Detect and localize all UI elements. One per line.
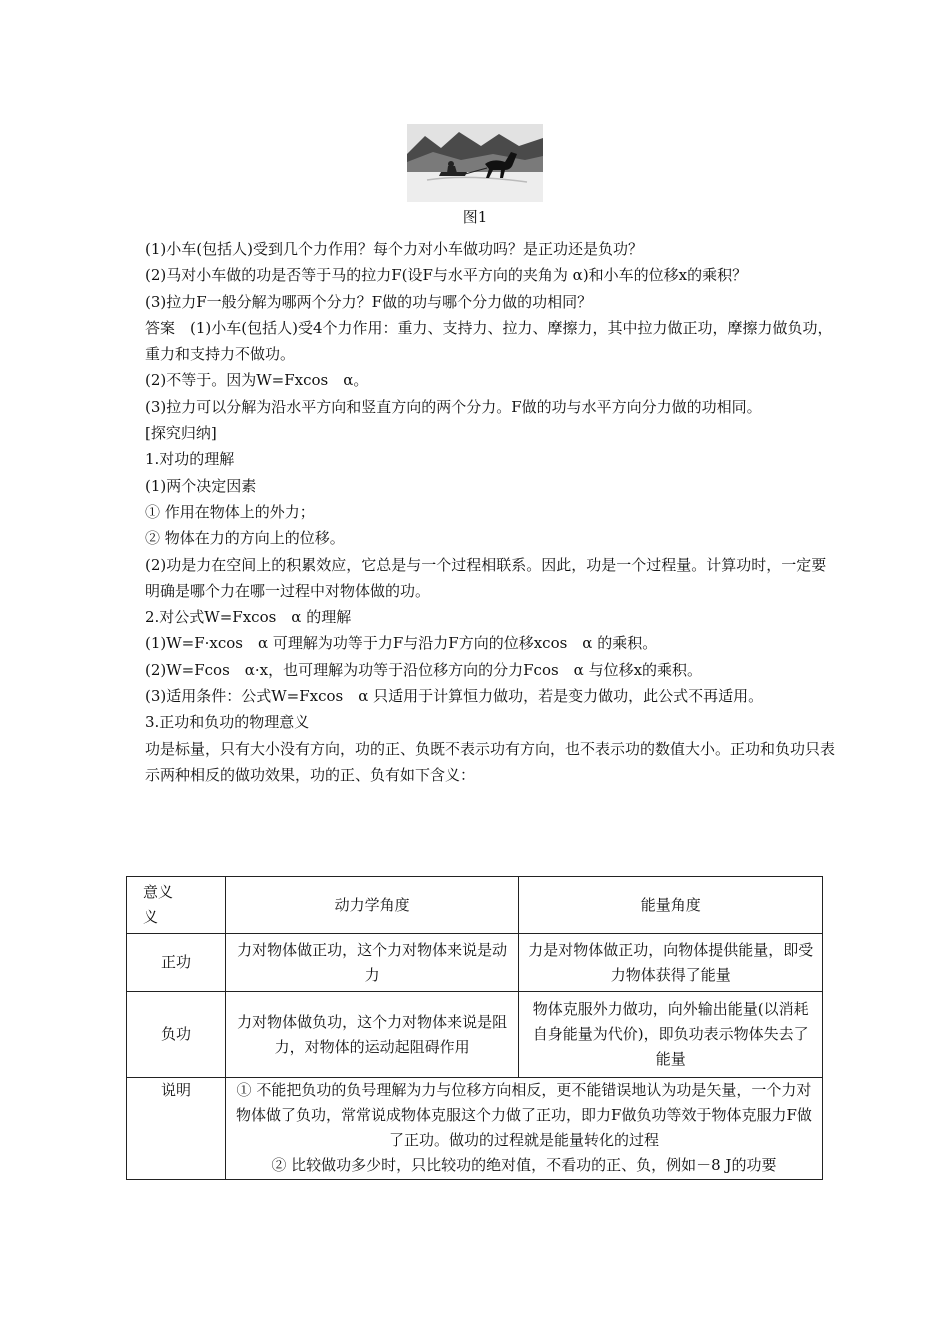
row-label: 正功 [127,934,226,992]
section-heading: 2.对公式W=Fxcos α 的理解 [145,608,352,627]
table-corner-cell: 意义 义 [127,877,226,934]
table-header-dynamics: 动力学角度 [225,877,519,934]
row-dynamics-cell: 力对物体做正功，这个力对物体来说是动力 [225,934,519,992]
body-text [145,236,835,788]
question-2: (2)马对小车做的功是否等于马的拉力F(设F与水平方向的夹角为 α)和小车的位移x的乘积？ [145,266,748,285]
table-header-row [127,877,823,934]
table-row [127,934,823,992]
section-line: ② 物体在力的方向上的位移。 [145,529,345,548]
row-label: 负功 [127,992,226,1078]
answer-1: 答案 (1)小车(包括人)受4个力作用：重力、支持力、拉力、摩擦力，其中拉力做正功，摩擦力做负功，重力和支持力不做功。 [145,318,833,364]
figure-caption: 图1 [462,208,488,226]
note-cell [225,1078,822,1180]
section-line: (3)适用条件：公式W=Fxcos α 只适用于计算恒力做功，若是变力做功，此公式不再适用。 [145,687,764,706]
sled-figure-image [407,124,543,202]
row-energy-cell: 力是对物体做正功，向物体提供能量，即受力物体获得了能量 [519,934,823,992]
note-label: 说明 [127,1078,226,1180]
section-line: 功是标量，只有大小没有方向，功的正、负既不表示功有方向，也不表示功的数值大小。正功和负功只表示两种相反的做功效果，功的正、负有如下含义： [145,739,836,784]
row-dynamics-cell: 力对物体做负功，这个力对物体来说是阻力，对物体的运动起阻碍作用 [225,992,519,1078]
section-line: (1)两个决定因素 [145,476,257,495]
table-row [127,992,823,1078]
row-energy-cell: 物体克服外力做功，向外输出能量(以消耗自身能量为代价)，即负功表示物体失去了能量 [519,992,823,1078]
section-line: ① 作用在物体上的外力； [145,502,315,521]
section-line: (1)W=F·xcos α 可理解为功等于力F与沿力F方向的位移xcos α 的乘积。 [145,634,658,653]
table-header-energy: 能量角度 [519,877,823,934]
answer-3: (3)拉力可以分解为沿水平方向和竖直方向的两个分力。F做的功与水平方向分力做的功相同。 [145,397,762,416]
section-heading: 3.正功和负功的物理意义 [145,713,310,732]
work-meaning-table [126,876,823,1180]
section-line: (2)功是力在空间上的积累效应，它总是与一个过程相联系。因此，功是一个过程量。计算功时，一定要明确是哪个力在哪一过程中对物体做的功。 [145,555,827,600]
question-1: (1)小车(包括人)受到几个力作用？每个力对小车做功吗？是正功还是负功？ [145,240,643,258]
answer-2: (2)不等于。因为W=Fxcos α。 [145,371,369,390]
note-line: ① 不能把负功的负号理解为力与位移方向相反，更不能错误地认为功是矢量，一个力对物体做了负功，常常说成物体克服这个力做了正功，即力F做负功等效于物体克服力F做了正功。做功的过程就是能量转化的过程 [236,1081,812,1149]
question-3: (3)拉力F一般分解为哪两个分力？F做的功与哪个分力做的功相同？ [145,292,593,311]
section-line: (2)W=Fcos α·x，也可理解为功等于沿位移方向的分力Fcos α 与位移x的乘积。 [145,660,703,679]
note-line: ② 比较做功多少时，只比较功的绝对值，不看功的正、负，例如－8 J的功要 [271,1156,777,1174]
summary-title: [探究归纳] [145,424,217,443]
section-heading: 1.对功的理解 [145,450,235,469]
table-note-row [127,1078,823,1180]
